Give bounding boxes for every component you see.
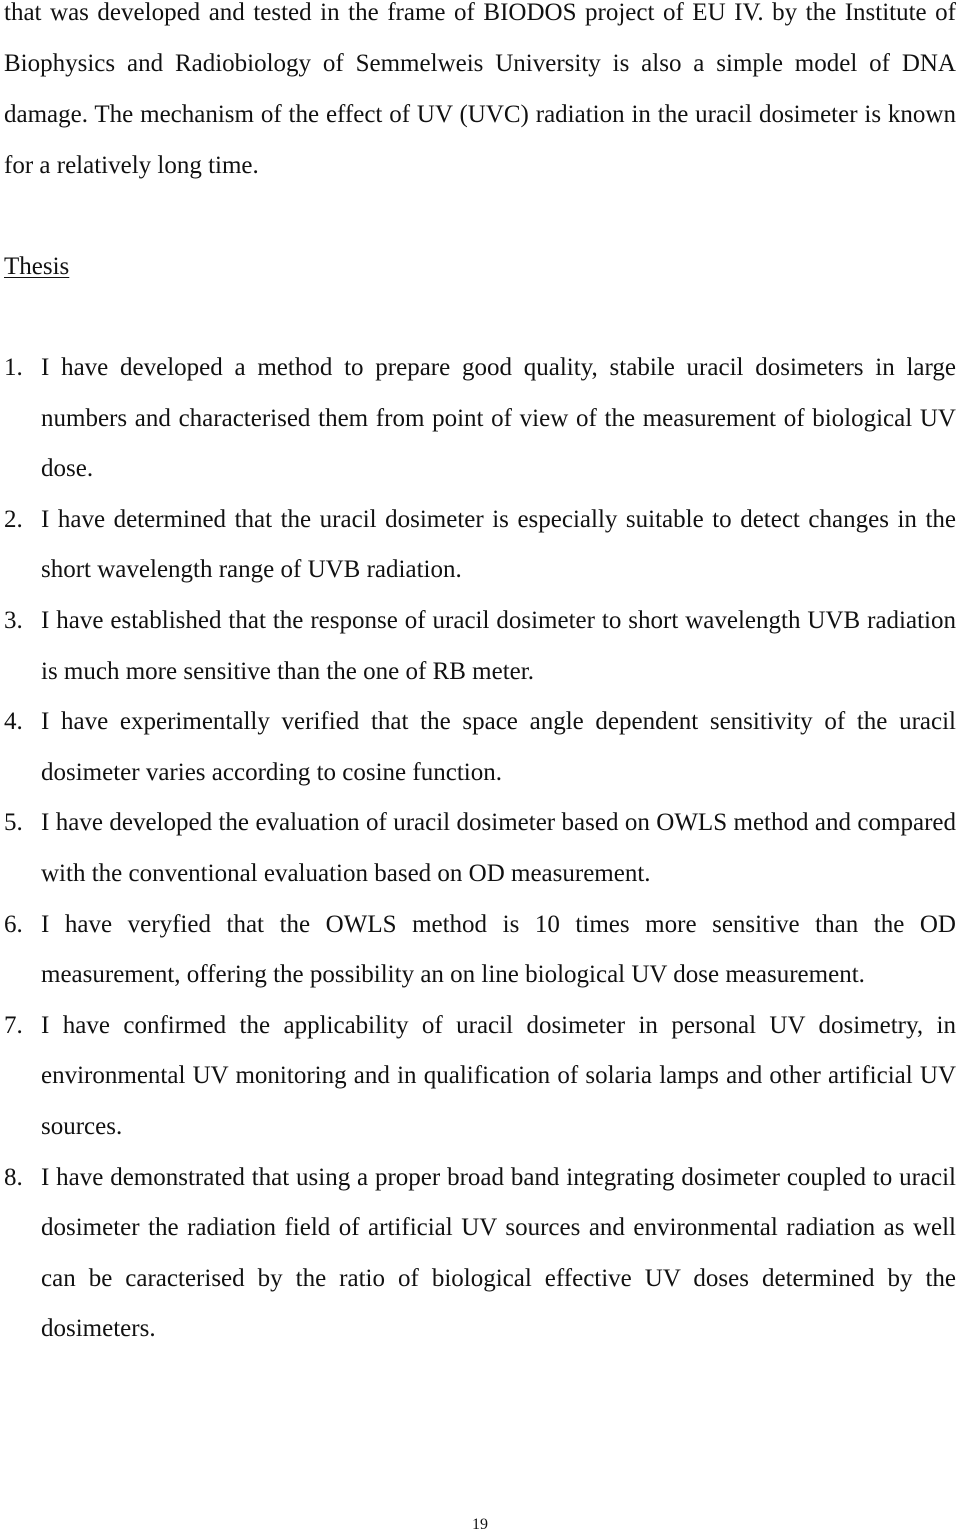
thesis-item [4, 495, 956, 596]
section-heading: Thesis [4, 253, 70, 280]
thesis-number: 4. [4, 708, 23, 736]
thesis-number: 6. [4, 910, 23, 938]
page-number: 19 [472, 1516, 488, 1533]
thesis-item [4, 697, 956, 798]
thesis-item [4, 798, 956, 899]
thesis-number: 2. [4, 505, 23, 533]
thesis-list [4, 343, 956, 1355]
thesis-text: I have determined that the uracil dosimeter is especially suitable to detect changes in the short wavelength range of UVB radiation. [41, 505, 956, 584]
thesis-item [4, 1153, 956, 1355]
thesis-text: I have demonstrated that using a proper broad band integrating dosimeter coupled to uracil dosimeter the radiation field of artificial UV sources and environmental radiation as well can be caracterised by the ratio of biological effective UV doses determined by the dosimeters. [41, 1163, 956, 1343]
thesis-text: I have developed a method to prepare good quality, stabile uracil dosimeters in large numbers and characterised them from point of view of the measurement of biological UV dose. [41, 354, 956, 483]
thesis-text: I have experimentally verified that the space angle dependent sensitivity of the uracil dosimeter varies according to cosine function. [41, 708, 956, 786]
thesis-text: I have confirmed the applicability of uracil dosimeter in personal UV dosimetry, in environmental UV monitoring and in qualification of solaria lamps and other artificial UV sources. [41, 1011, 956, 1140]
thesis-text: I have established that the response of uracil dosimeter to short wavelength UVB radiation is much more sensitive than the one of RB meter. [41, 606, 956, 685]
thesis-item [4, 1001, 956, 1153]
thesis-number: 5. [4, 809, 23, 837]
thesis-number: 7. [4, 1011, 23, 1039]
thesis-item [4, 343, 956, 495]
intro-paragraph: that was developed and tested in the frame of BIODOS project of EU IV. by the Institute of Biophysics and Radiobiology of Semmelweis University is also a simple model of DNA damage. The mechanism of the effect of UV (UVC) radiation in the uracil dosimeter is known for a relatively long time. [4, 0, 956, 179]
thesis-number: 8. [4, 1163, 23, 1191]
thesis-text: I have developed the evaluation of uracil dosimeter based on OWLS method and compared with the conventional evaluation based on OD measurement. [41, 809, 956, 887]
thesis-number: 1. [4, 354, 23, 381]
thesis-number: 3. [4, 606, 23, 634]
thesis-item [4, 900, 956, 1001]
thesis-text: I have veryfied that the OWLS method is 10 times more sensitive than the OD measurement, offering the possibility an on line biological UV dose measurement. [41, 910, 956, 989]
thesis-item [4, 596, 956, 697]
